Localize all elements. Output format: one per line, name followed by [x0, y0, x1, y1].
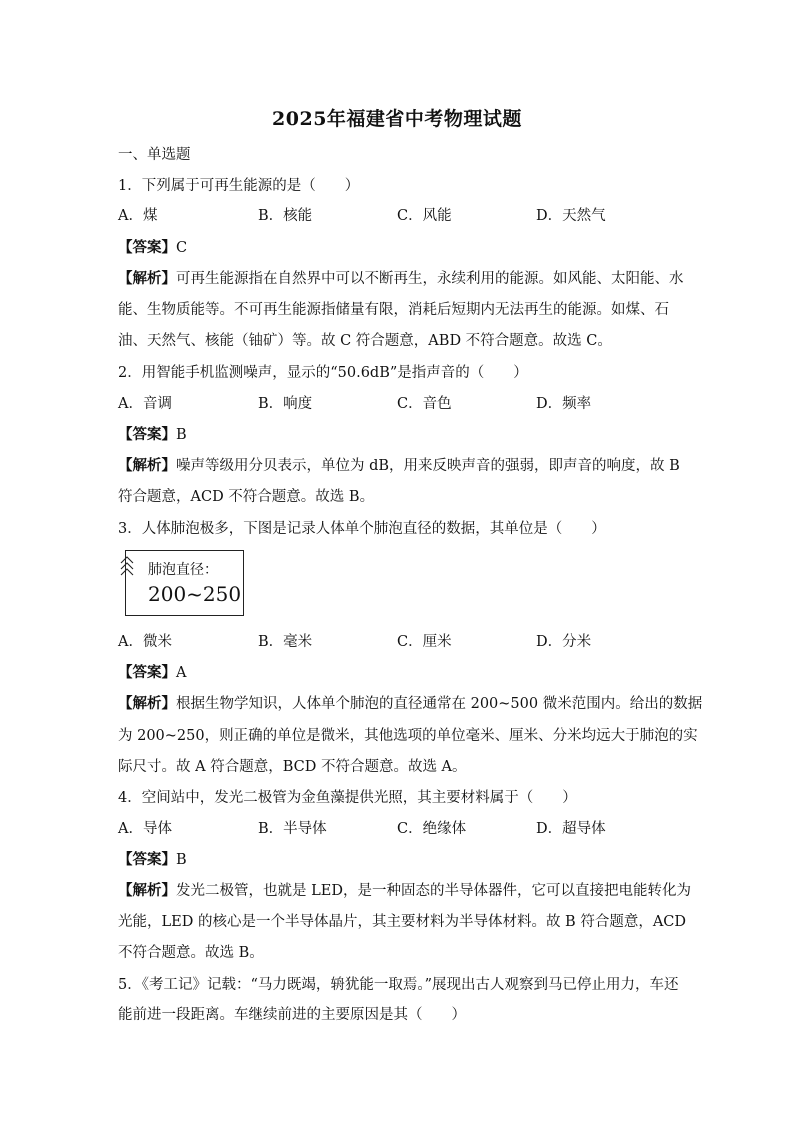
q1-option-c: C．风能 [397, 208, 452, 224]
q3-answer [118, 663, 186, 683]
q1-analysis-line-3: 油、天然气、核能（铀矿）等。故 C 符合题意，ABD 不符合题意。故选 C。 [118, 333, 612, 349]
q2-option-a: A．音调 [118, 396, 172, 412]
q1-answer [118, 238, 187, 258]
q4-stem: 4．空间站中，发光二极管为金鱼藻提供光照，其主要材料属于（ ） [118, 790, 577, 806]
page-title: 2025年福建省中考物理试题 [272, 108, 522, 130]
q4-analysis-line-1 [118, 881, 691, 901]
q4-option-c: C．绝缘体 [397, 821, 467, 837]
q5-stem-line-1: 5．《考工记》记载：“马力既竭，辀犹能一取焉。”展现出古人观察到马已停止用力，车还 [118, 977, 679, 993]
q2-answer [118, 425, 187, 445]
answer-label: 【答案】 [118, 239, 176, 256]
q3-option-b: B．毫米 [258, 634, 313, 650]
q4-analysis-line-3: 不符合题意。故选 B。 [118, 945, 264, 961]
q3-stem: 3．人体肺泡极多，下图是记录人体单个肺泡直径的数据，其单位是（ ） [118, 521, 606, 537]
q1-answer-value: C [176, 240, 188, 256]
q4-analysis-line-2: 光能，LED 的核心是一个半导体晶片，其主要材料为半导体材料。故 B 符合题意，ACD [118, 914, 687, 930]
answer-label: 【答案】 [118, 426, 176, 443]
answer-label: 【答案】 [118, 664, 176, 681]
analysis-label: 【解析】 [118, 457, 176, 474]
q1-analysis-line-2: 能、生物质能等。不可再生能源指储量有限，消耗后短期内无法再生的能源。如煤、石 [118, 302, 669, 318]
q4-analysis-text-1: 发光二极管，也就是 LED，是一种固态的半导体器件，它可以直接把电能转化为 [176, 883, 691, 899]
q3-option-a: A．微米 [118, 634, 172, 650]
alveolus-diameter-figure [125, 550, 244, 616]
q1-option-d: D．天然气 [536, 208, 606, 224]
q2-analysis-line-2: 符合题意，ACD 不符合题意。故选 B。 [118, 489, 375, 505]
q4-answer [118, 850, 187, 870]
q3-analysis-line-3: 际尺寸。故 A 符合题意，BCD 不符合题意。故选 A。 [118, 759, 467, 775]
q2-option-b: B．响度 [258, 396, 313, 412]
q1-stem: 1．下列属于可再生能源的是（ ） [118, 178, 360, 194]
q3-option-c: C．厘米 [397, 634, 452, 650]
q2-option-c: C．音色 [397, 396, 452, 412]
q3-option-d: D．分米 [536, 634, 592, 650]
q4-option-b: B．半导体 [258, 821, 327, 837]
analysis-label: 【解析】 [118, 270, 176, 287]
analysis-label: 【解析】 [118, 882, 176, 899]
q2-stem: 2．用智能手机监测噪声，显示的“50.6dB”是指声音的（ ） [118, 365, 528, 381]
q3-answer-value: A [176, 665, 187, 681]
answer-label: 【答案】 [118, 851, 176, 868]
q4-option-a: A．导体 [118, 821, 172, 837]
q5-stem-line-2: 能前进一段距离。车继续前进的主要原因是其（ ） [118, 1007, 466, 1023]
analysis-label: 【解析】 [118, 695, 176, 712]
figure-value: 200~250 [148, 582, 242, 606]
figure-label: 肺泡直径： [148, 562, 218, 578]
q1-option-b: B．核能 [258, 208, 313, 224]
q4-answer-value: B [176, 852, 187, 868]
q3-analysis-line-2: 为 200~250，则正确的单位是微米，其他选项的单位毫米、厘米、分米均远大于肺泡的实 [118, 728, 698, 744]
q2-option-d: D．频率 [536, 396, 592, 412]
q2-analysis-line-1 [118, 456, 680, 476]
q3-analysis-line-1 [118, 694, 702, 714]
q1-option-a: A．煤 [118, 208, 158, 224]
q1-analysis-line-1 [118, 269, 684, 289]
section-heading: 一、单选题 [118, 147, 191, 163]
q1-analysis-text-1: 可再生能源指在自然界中可以不断再生，永续利用的能源。如风能、太阳能、水 [176, 271, 684, 287]
q4-option-d: D．超导体 [536, 821, 606, 837]
q2-answer-value: B [176, 427, 187, 443]
q2-analysis-text-1: 噪声等级用分贝表示，单位为 dB，用来反映声音的强弱，即声音的响度，故 B [176, 458, 680, 474]
q3-analysis-text-1: 根据生物学知识，人体单个肺泡的直径通常在 200~500 微米范围内。给出的数据 [176, 696, 703, 712]
cilia-icon [119, 556, 135, 578]
